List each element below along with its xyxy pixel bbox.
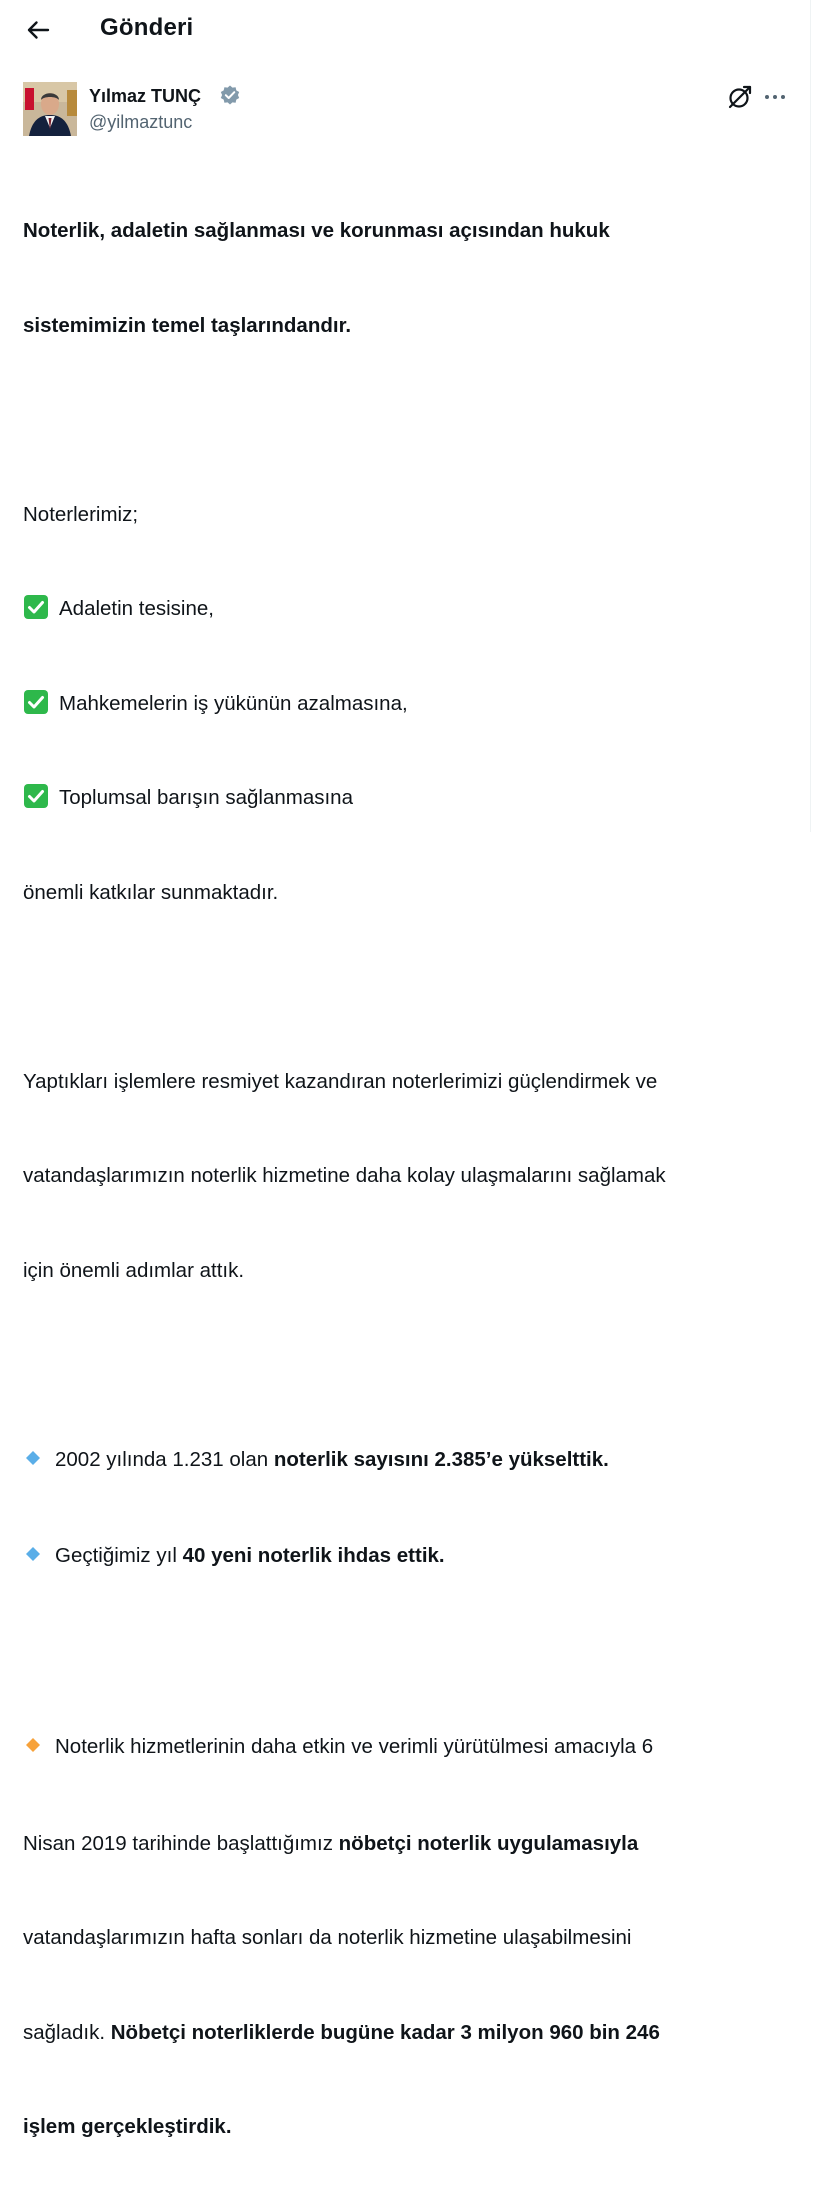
list-item: Adaletin tesisine, — [23, 593, 793, 625]
text-line: Noterlik, adaletin sağlanması ve korunması açısından hukuk — [23, 219, 610, 242]
small-blue-diamond-emoji — [23, 1446, 55, 1478]
text-line: Nisan 2019 tarihinde başlattığımız nöbetçi noterlik uygulamasıyla — [23, 1831, 639, 1855]
check-mark-button-emoji — [23, 594, 49, 620]
grok-icon — [727, 84, 753, 110]
more-button[interactable] — [762, 84, 788, 110]
author-handle[interactable]: @yilmaztunc — [89, 112, 193, 132]
post-text — [23, 152, 793, 2206]
grok-button[interactable] — [727, 84, 753, 110]
text-line: önemli katkılar sunmaktadır. — [23, 880, 279, 904]
author-name[interactable]: Yılmaz TUNÇ — [89, 86, 202, 106]
list-item: Toplumsal barışın sağlanmasına — [23, 782, 793, 814]
blank-line — [23, 1349, 793, 1381]
text-line: vatandaşlarımızın hafta sonları da noterlik hizmetine ulaşabilmesini — [23, 1926, 632, 1949]
list-item: Noterlik hizmetlerinin daha etkin ve verimli yürütülmesi amacıyla 6 — [23, 1731, 793, 1765]
text-line: işlem gerçekleştirdik. — [23, 2115, 232, 2138]
text-line: Yaptıkları işlemlere resmiyet kazandıran noterlerimizi güçlendirmek ve — [23, 1069, 658, 1093]
text-line: vatandaşlarımızın noterlik hizmetine daha kolay ulaşmalarını sağlamak — [23, 1164, 666, 1187]
text-line: sistemimizin temel taşlarındandır. — [23, 313, 352, 337]
blank-line — [23, 971, 793, 1003]
back-button[interactable] — [22, 14, 54, 46]
top-bar — [0, 0, 810, 58]
text-line: Noterlerimiz; — [23, 502, 139, 526]
text-line: sağladık. Nöbetçi noterliklerde bugüne kadar 3 milyon 960 bin 246 — [23, 2020, 660, 2044]
check-mark-button-emoji — [23, 689, 49, 715]
arrow-left-icon — [22, 14, 54, 46]
more-icon — [762, 84, 788, 110]
list-item: Geçtiğimiz yıl 40 yeni noterlik ihdas ettik. — [23, 1540, 793, 1574]
small-blue-diamond-emoji — [23, 1542, 55, 1574]
verified-badge-icon — [219, 84, 241, 106]
check-mark-button-emoji — [23, 783, 49, 809]
list-item: 2002 yılında 1.231 olan noterlik sayısını 2.385’e yükselttik. — [23, 1444, 793, 1478]
text-line: için önemli adımlar attık. — [23, 1258, 245, 1282]
blank-line — [23, 404, 793, 436]
small-orange-diamond-emoji — [23, 1733, 55, 1765]
list-item: Mahkemelerin iş yükünün azalmasına, — [23, 688, 793, 720]
avatar[interactable] — [23, 82, 77, 136]
blank-line — [23, 1637, 793, 1669]
page-title: Gönderi — [100, 14, 194, 41]
